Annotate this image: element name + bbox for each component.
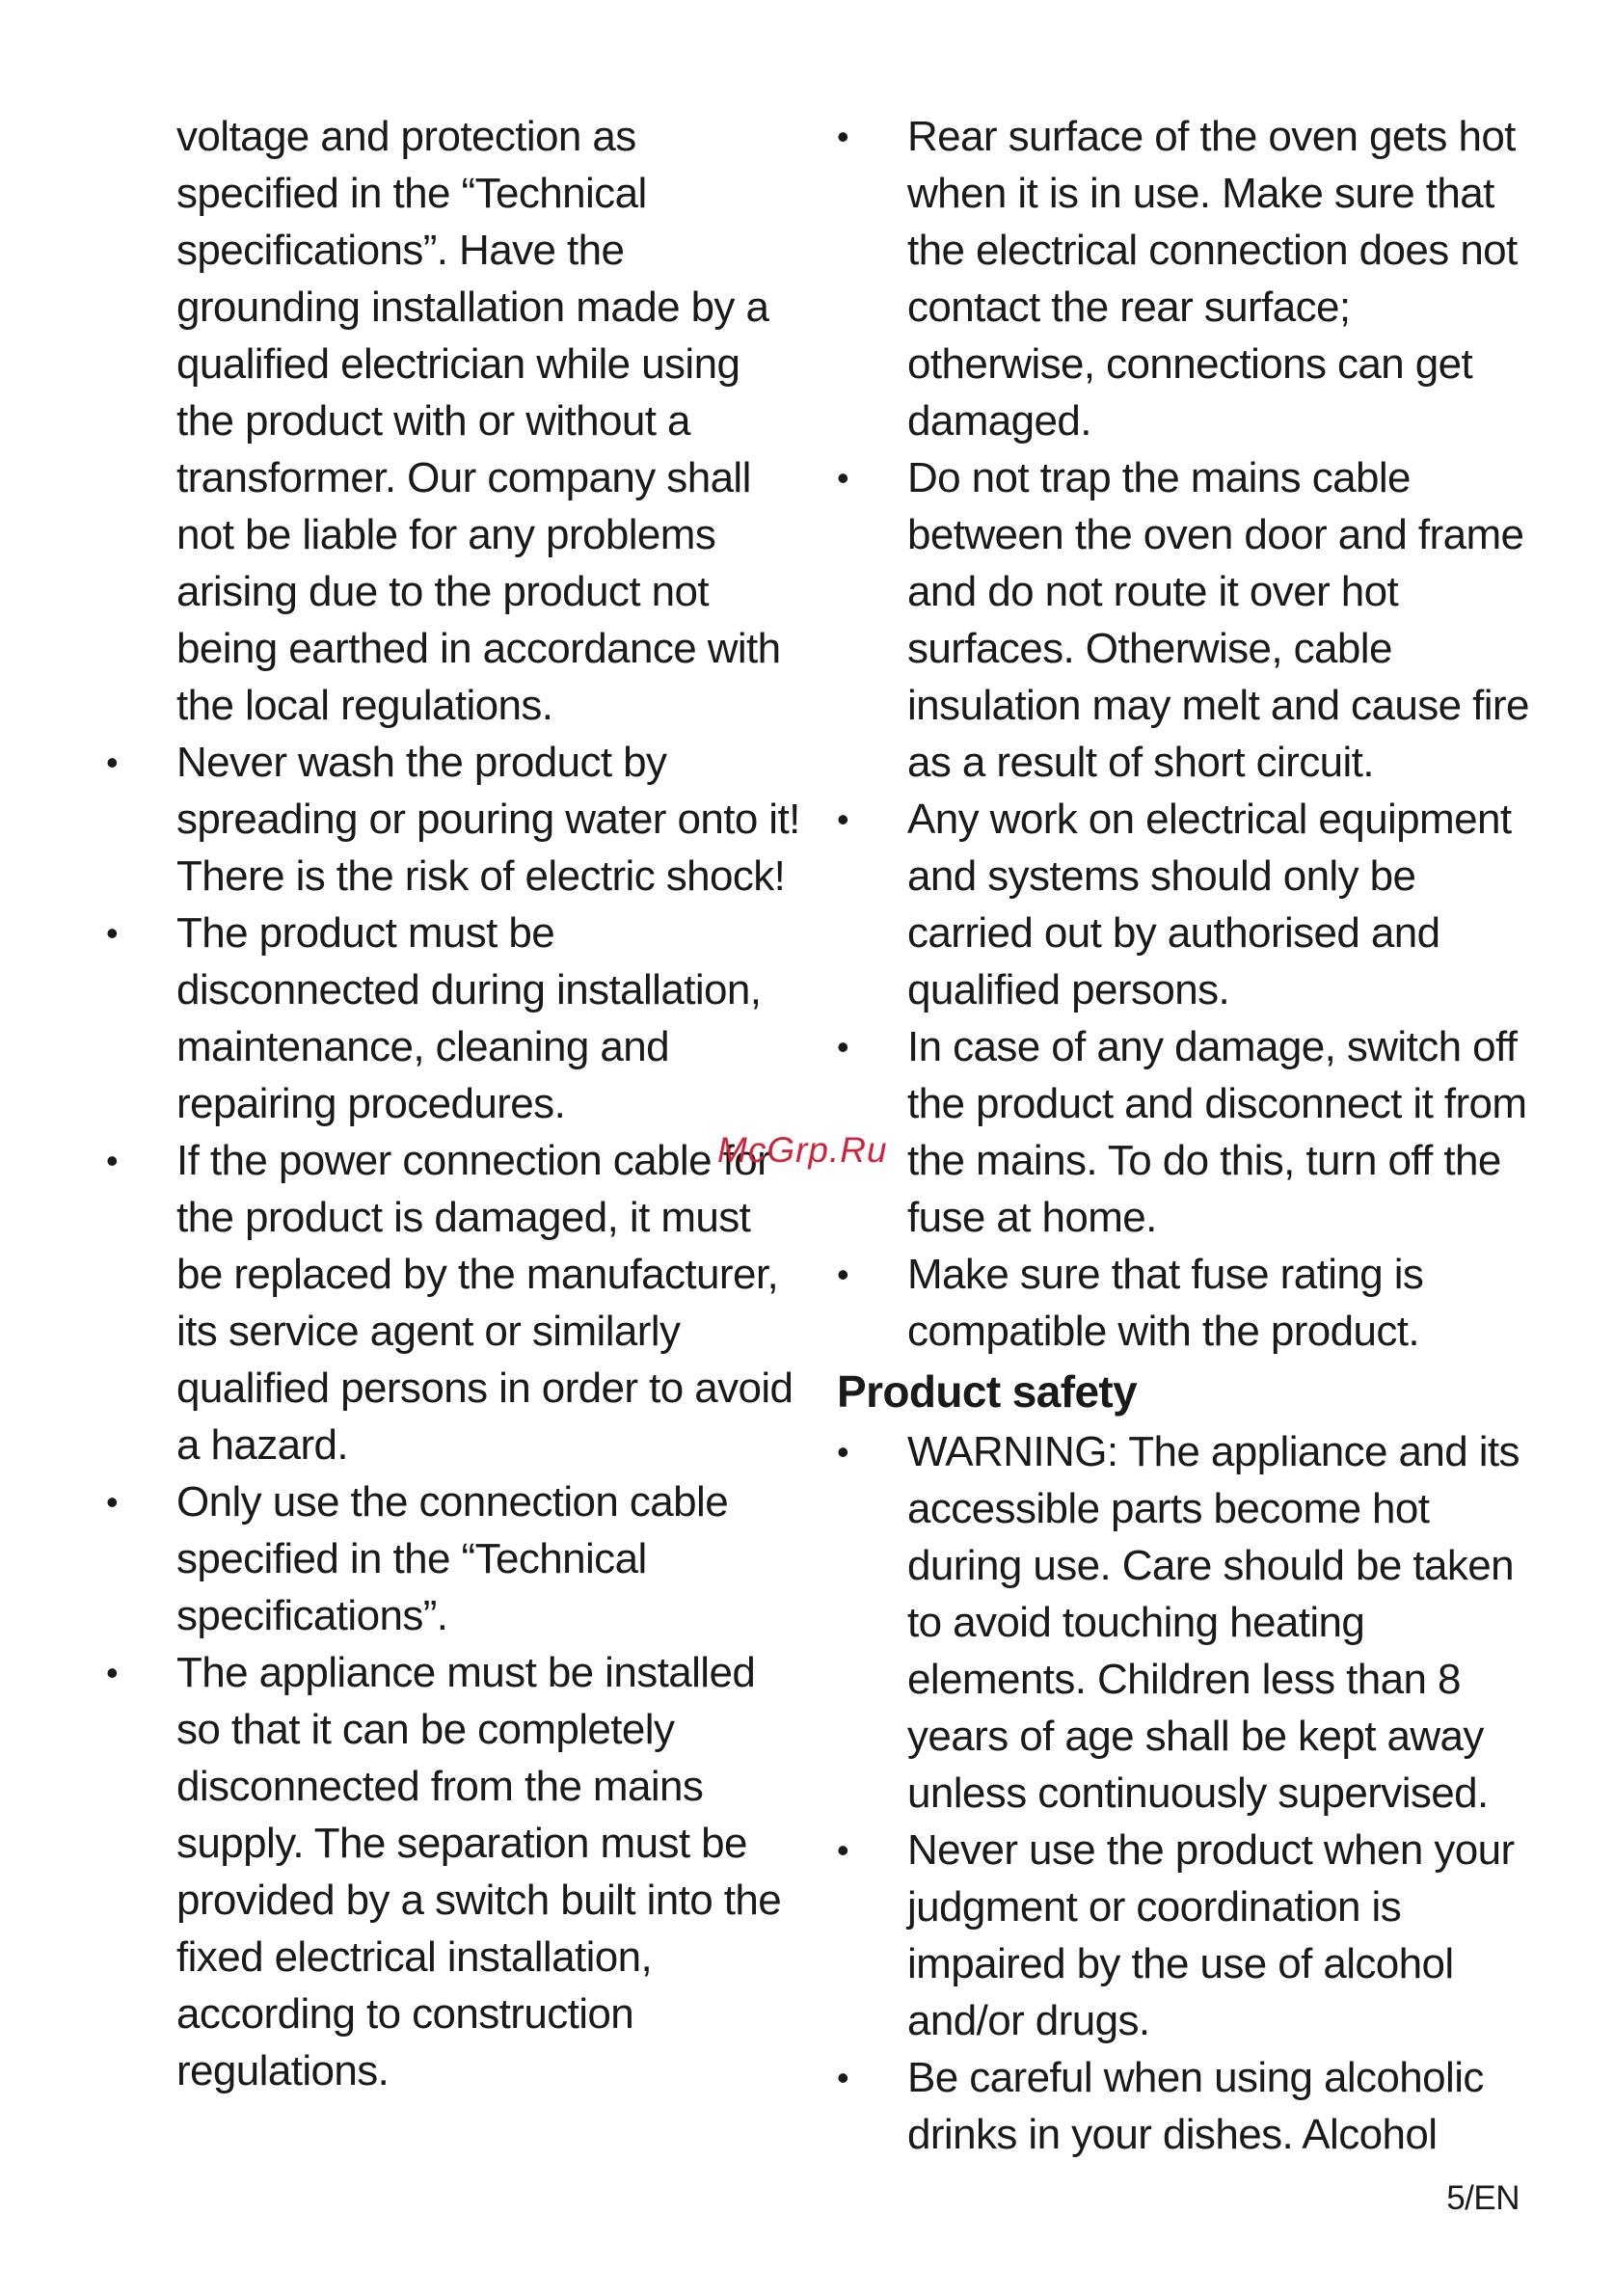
list-item-text: Never use the product when your judgment or coordination is impaired by the use of alcohol and/or drugs.	[907, 1826, 1515, 2044]
list-item-text: Only use the connection cable specified in the “Technical specifications”.	[176, 1478, 729, 1639]
list-item	[837, 108, 1531, 449]
bullet-icon: •	[106, 1653, 119, 1692]
list-item-text: Be careful when using alcoholic drinks in your dishes. Alcohol	[907, 2054, 1484, 2158]
list-item	[106, 905, 800, 1132]
list-item-text: The appliance must be installed so that it can be completely disconnected from the mains supply. The separation must be provided by a switch built into the fixed electrical installation, according to construction regulations.	[176, 1649, 782, 2094]
bullet-icon: •	[837, 117, 849, 156]
list-item	[106, 1644, 800, 2099]
watermark: McGrp.Ru	[717, 1130, 888, 1170]
bullet-icon: •	[837, 2058, 849, 2097]
list-item	[106, 1132, 800, 1473]
bullet-icon: •	[837, 1255, 849, 1294]
page-number: 5/EN	[1446, 2179, 1520, 2217]
list-item	[837, 1018, 1531, 1246]
section-heading: Product safety	[837, 1366, 1138, 1417]
list-item	[106, 1473, 800, 1644]
list-item-text: Do not trap the mains cable between the oven door and frame and do not route it over hot surfaces. Otherwise, cable insulation may melt and cause fire as a result of short circuit.	[907, 454, 1529, 786]
list-item-text: The product must be disconnected during installation, maintenance, cleaning and repairing procedures.	[176, 909, 762, 1127]
bullet-icon: •	[837, 458, 849, 498]
list-item-text: Never wash the product by spreading or pouring water onto it! There is the risk of electric shock!	[176, 739, 800, 900]
list-item-text: WARNING: The appliance and its accessible parts become hot during use. Care should be taken to avoid touching heating elements. Children less than 8 years of age shall be kept away unless continuously supervised.	[907, 1428, 1520, 1817]
list-item-text: If the power connection cable for the product is damaged, it must be replaced by the manufacturer, its service agent or similarly qualified persons in order to avoid a hazard.	[176, 1137, 794, 1469]
bullet-icon: •	[837, 1027, 849, 1067]
continuation-paragraph: voltage and protection as specified in the “Technical specifications”. Have the grounding installation made by a qualified electrician while using the product with or without a transformer. Our company shall not be liable for any problems arising due to the product not being earthed in accordance with the local regulations.	[176, 113, 781, 729]
bullet-icon: •	[837, 1432, 849, 1472]
list-item-text: Make sure that fuse rating is compatible with the product.	[907, 1251, 1424, 1355]
list-item-text: In case of any damage, switch off the product and disconnect it from the mains. To do this, turn off the fuse at home.	[907, 1023, 1527, 1241]
left-column	[106, 108, 800, 2099]
bullet-icon: •	[106, 913, 119, 953]
bullet-icon: •	[837, 799, 849, 839]
bullet-icon: •	[106, 1482, 119, 1522]
list-item-text: Any work on electrical equipment and systems should only be carried out by authorised and qualified persons.	[907, 796, 1512, 1013]
list-item	[837, 1822, 1531, 2049]
list-item	[837, 1423, 1531, 1822]
list-item	[837, 449, 1531, 791]
list-item	[837, 791, 1531, 1018]
list-item-text: Rear surface of the oven gets hot when it is in use. Make sure that the electrical connection does not contact the rear surface; otherwise, connections can get damaged.	[907, 113, 1518, 445]
list-item	[106, 734, 800, 905]
list-item	[837, 1246, 1531, 1360]
bullet-icon: •	[106, 1141, 119, 1180]
right-column	[837, 108, 1531, 2163]
list-item	[837, 2049, 1531, 2163]
bullet-icon: •	[837, 1830, 849, 1870]
bullet-icon: •	[106, 743, 119, 782]
